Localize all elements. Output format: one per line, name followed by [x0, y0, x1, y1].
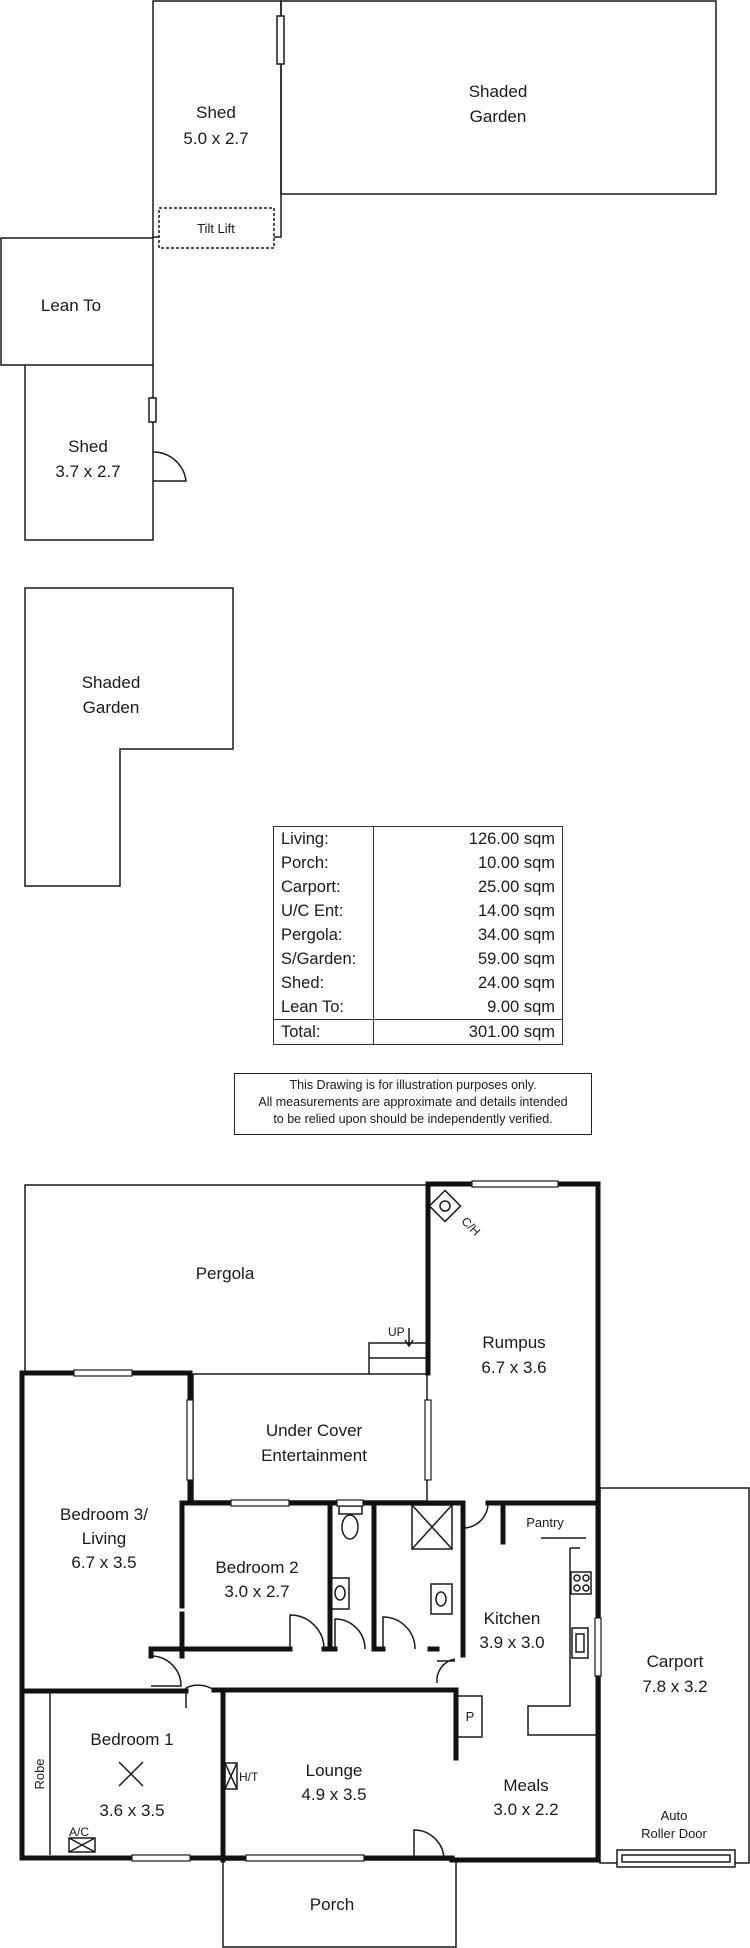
- area-value: 24.00 sqm: [477, 974, 555, 992]
- sink: [572, 1628, 588, 1658]
- shed-lower-size: 3.7 x 2.7: [55, 462, 121, 481]
- window-uce-left: [187, 1400, 193, 1480]
- uce-line1: Under Cover: [265, 1421, 363, 1440]
- bedroom1-name: Bedroom 1: [90, 1730, 174, 1749]
- wall-toilet: [330, 1503, 374, 1649]
- area-total-label: Total:: [274, 1020, 374, 1045]
- roller-door: [617, 1850, 735, 1867]
- area-value: 9.00 sqm: [487, 998, 555, 1016]
- bedroom2-size: 3.0 x 2.7: [224, 1582, 290, 1601]
- area-value: 126.00 sqm: [468, 830, 555, 848]
- shed-top-name: Shed: [196, 103, 236, 122]
- shaded-garden-left: [25, 588, 233, 886]
- ht-label: H/T: [239, 1770, 259, 1784]
- shaded-garden-top-line2: Garden: [469, 107, 527, 126]
- area-label: Lean To:: [274, 995, 374, 1020]
- area-schedule-table: [273, 826, 563, 1045]
- cooktop-burner: [574, 1585, 580, 1591]
- shed-lower-window: [149, 398, 156, 422]
- carport-name: Carport: [646, 1652, 704, 1671]
- window-lounge-bottom: [246, 1855, 364, 1861]
- sink-basin: [576, 1634, 584, 1652]
- table-row: [274, 827, 563, 852]
- cooktop-burner: [583, 1575, 589, 1581]
- up-label: UP: [388, 1325, 405, 1339]
- window-bed2-top: [231, 1500, 289, 1506]
- door-swing-front: [414, 1830, 444, 1859]
- window-kitchen-right: [595, 1618, 601, 1676]
- basin: [431, 1584, 452, 1614]
- area-label: Pergola:: [274, 923, 374, 947]
- lean-to-label: Lean To: [40, 296, 102, 315]
- table-row: [274, 971, 563, 995]
- area-label: S/Garden:: [274, 947, 374, 971]
- area-label: U/C Ent:: [274, 899, 374, 923]
- ac-cross: [69, 1838, 95, 1852]
- wall-hall-left: [151, 1649, 182, 1656]
- ch-unit-dial: [440, 1201, 450, 1211]
- table-row: [274, 851, 563, 875]
- table-row: [274, 995, 563, 1020]
- bedroom3-line1: Bedroom 3/: [60, 1505, 148, 1524]
- table-row: [274, 923, 563, 947]
- toilet-bowl: [342, 1515, 358, 1539]
- cooktop-burner: [583, 1585, 589, 1591]
- window-bed3-top: [74, 1370, 132, 1376]
- ch-label: C/H: [458, 1214, 484, 1239]
- shed-top-size: 5.0 x 2.7: [183, 129, 249, 148]
- bedroom2-name: Bedroom 2: [215, 1558, 299, 1577]
- shaded-garden-left-line2: Garden: [82, 698, 140, 717]
- door-swing-bath: [383, 1617, 415, 1649]
- table-row: [274, 947, 563, 971]
- area-value: 10.00 sqm: [477, 854, 555, 872]
- ceiling-fan-icon: [119, 1762, 143, 1786]
- pantry-label: Pantry: [526, 1515, 564, 1530]
- porch-label: Porch: [309, 1895, 355, 1914]
- window-rumpus-top: [472, 1181, 558, 1187]
- window-bed1-bottom: [132, 1855, 190, 1861]
- shaded-garden-top-line1: Shaded: [468, 82, 528, 101]
- rumpus-name: Rumpus: [482, 1333, 546, 1352]
- table-row-total: [274, 1020, 563, 1045]
- shed-lower-name: Shed: [68, 437, 108, 456]
- hot-water-cross: [225, 1763, 237, 1789]
- bedroom3-line2: Living: [81, 1529, 127, 1548]
- door-swing-bedroom2: [290, 1615, 324, 1649]
- carport-size: 7.8 x 3.2: [642, 1677, 708, 1696]
- uce-line2: Entertainment: [261, 1446, 367, 1465]
- pergola-label: Pergola: [195, 1264, 255, 1283]
- area-label: Living:: [274, 827, 374, 852]
- area-value: 34.00 sqm: [477, 926, 555, 944]
- window-uce-right: [425, 1400, 431, 1480]
- area-label: Carport:: [274, 875, 374, 899]
- carport-area: [600, 1488, 749, 1863]
- table-row: [274, 899, 563, 923]
- door-swing-bed1: [186, 1685, 214, 1708]
- door-swing-rumpus: [463, 1503, 488, 1528]
- disclaimer-line: This Drawing is for illustration purposes only.: [289, 1078, 537, 1092]
- ac-label: A/C: [69, 1825, 90, 1839]
- meals-size: 3.0 x 2.2: [493, 1800, 559, 1819]
- lounge-name: Lounge: [305, 1761, 363, 1780]
- auto-door-line2: Roller Door: [641, 1826, 707, 1841]
- ch-unit: [429, 1190, 460, 1221]
- shed-lower-door-swing: [153, 452, 186, 481]
- disclaimer-box: [234, 1073, 592, 1135]
- lounge-size: 4.9 x 3.5: [301, 1785, 367, 1804]
- toilet-cistern: [339, 1506, 362, 1514]
- shaded-garden-left-line1: Shaded: [81, 673, 141, 692]
- shed-top-window: [277, 16, 284, 64]
- door-swing-bed3: [151, 1656, 181, 1686]
- door-swing-toilet: [335, 1619, 365, 1649]
- bedroom3-size: 6.7 x 3.5: [71, 1553, 137, 1572]
- auto-door-line1: Auto: [660, 1808, 688, 1823]
- wall-hall: [22, 1690, 456, 1758]
- shower-cross: [412, 1505, 452, 1549]
- area-value: 59.00 sqm: [477, 950, 555, 968]
- area-value: 14.00 sqm: [477, 902, 555, 920]
- table-row: [274, 875, 563, 899]
- area-total-value: 301.00 sqm: [374, 1020, 563, 1045]
- pantry-cupboard-label: P: [465, 1709, 475, 1724]
- window-toilet-top: [337, 1500, 363, 1506]
- area-label: Porch:: [274, 851, 374, 875]
- basin-bowl: [436, 1592, 446, 1606]
- steps: [369, 1343, 428, 1374]
- area-label: Shed:: [274, 971, 374, 995]
- disclaimer-line: to be relied upon should be independently verified.: [273, 1112, 553, 1126]
- disclaimer-line: All measurements are approximate and details intended: [258, 1095, 568, 1109]
- cooktop-burner: [574, 1575, 580, 1581]
- tilt-lift-label: Tilt Lift: [197, 221, 235, 236]
- robe-label: Robe: [32, 1758, 47, 1790]
- kitchen-name: Kitchen: [483, 1609, 541, 1628]
- rumpus-size: 6.7 x 3.6: [481, 1358, 547, 1377]
- area-value: 25.00 sqm: [477, 878, 555, 896]
- vanity-bowl: [335, 1586, 345, 1600]
- bedroom1-size: 3.6 x 3.5: [99, 1801, 165, 1820]
- meals-name: Meals: [503, 1776, 549, 1795]
- kitchen-size: 3.9 x 3.0: [479, 1633, 545, 1652]
- door-swing-kitchen: [437, 1659, 455, 1683]
- wall-main-top-left: [22, 1373, 190, 1503]
- vanity: [331, 1578, 349, 1609]
